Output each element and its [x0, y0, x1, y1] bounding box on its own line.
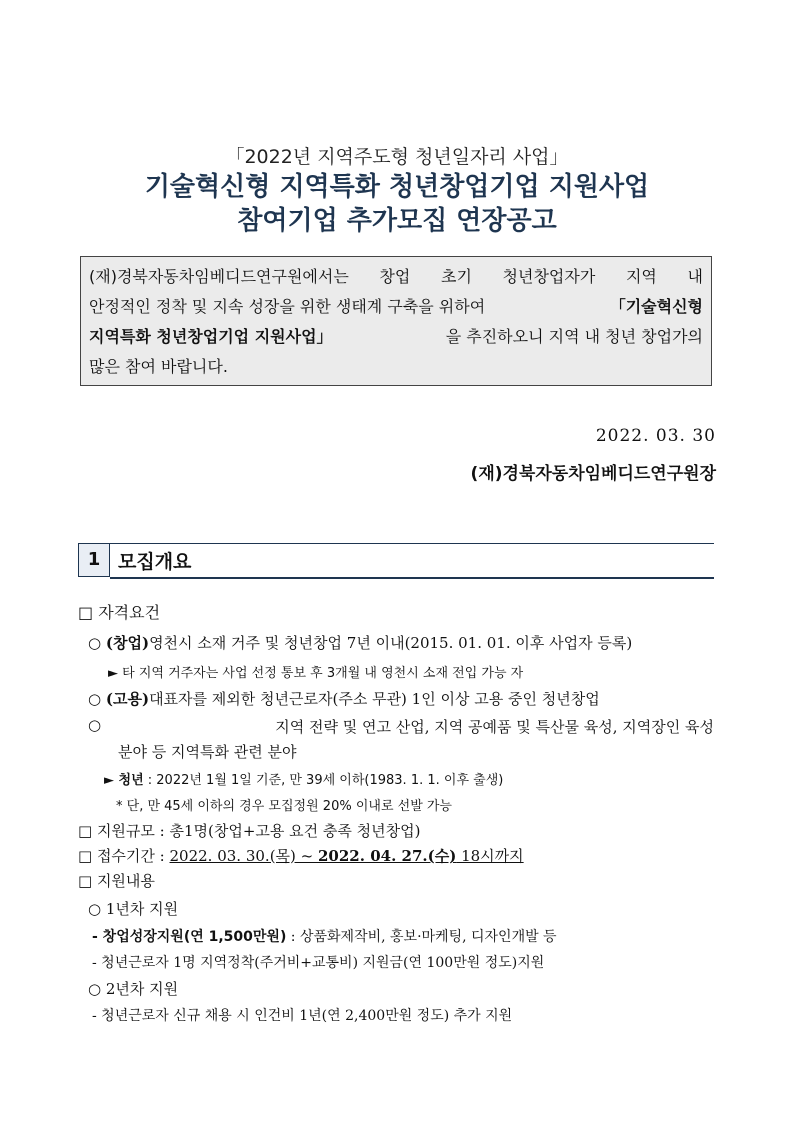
organization-name: (재)경북자동차임베디드연구원장: [470, 464, 716, 484]
section-divider: [110, 577, 714, 579]
section-number: 1: [78, 543, 110, 577]
intro-line-3: [89, 322, 703, 352]
intro-line-2: [89, 292, 703, 322]
intro-program-name: 「기술혁신형: [609, 297, 703, 316]
intro-text: 청년창업자가: [502, 267, 596, 286]
bold-label: (창업): [105, 634, 150, 652]
announcement-date: 2022. 03. 30: [595, 426, 716, 446]
intro-text: 많은 참여 바랍니다.: [89, 357, 228, 376]
period-end: 2022. 04. 27.(수): [318, 847, 457, 865]
bold-label: - 창업성장지원(연 1,500만원): [92, 929, 287, 945]
year1-heading: ○ 1년차 지원: [88, 900, 179, 918]
intro-text: 창업: [379, 267, 411, 286]
year1-item-settlement: - 청년근로자 1명 지역정착(주거비+교통비) 지원금(연 100만원 정도)지원: [92, 955, 545, 971]
announcement-title-line1: 기술혁신형 지역특화 청년창업기업 지원사업: [144, 172, 650, 202]
qualification-startup: [88, 632, 632, 653]
qualification-sector: [88, 716, 714, 737]
year2-heading: ○ 2년차 지원: [88, 980, 179, 998]
period-label: □ 접수기간 :: [78, 847, 170, 865]
project-subtitle: 「2022년 지역주도형 청년일자리 사업」: [225, 146, 569, 168]
support-scale: □ 지원규모 : 총1명(창업+고용 요건 충족 청년창업): [78, 822, 421, 840]
application-period: [78, 845, 524, 866]
period-dates: [170, 847, 524, 865]
year1-item-growth: [92, 926, 557, 946]
intro-text: 지역: [625, 267, 657, 286]
youth-text: : 2022년 1월 1일 기준, 만 39세 이하(1983. 1. 1. 이후 출생): [143, 773, 504, 788]
year2-item-labor: - 청년근로자 신규 채용 시 인건비 1년(연 2,400만원 정도) 추가 지원: [92, 1008, 513, 1024]
support-heading: □ 지원내용: [78, 872, 155, 890]
intro-text: 내: [687, 267, 703, 286]
intro-text: (재)경북자동차임베디드연구원에서는: [89, 267, 349, 286]
section-title: 모집개요: [118, 551, 192, 573]
period-time: 18시까지: [456, 847, 524, 865]
youth-note: * 단, 만 45세 이하의 경우 모집정원 20% 이내로 선발 가능: [116, 799, 452, 814]
bullet-mark: ○: [88, 690, 102, 708]
announcement-title-line2: 참여기업 추가모집 연장공고: [237, 206, 557, 236]
bold-label: ► 청년: [104, 773, 144, 788]
period-start: 2022. 03. 30.(목) ~: [169, 847, 318, 865]
youth-definition: [104, 769, 503, 788]
intro-box: [80, 256, 712, 386]
bullet-mark: ○: [88, 634, 102, 652]
qualification-sector-cont: 분야 등 지역특화 관련 분야: [118, 743, 297, 761]
item-text: : 상품화제작비, 홍보·마케팅, 디자인개발 등: [286, 929, 557, 945]
bullet-text: 지역 전략 및 연고 산업, 지역 공예품 및 특산물 육성, 지역장인 육성: [275, 718, 714, 736]
relocation-note: ► 타 지역 거주자는 사업 선정 통보 후 3개월 내 영천시 소재 전입 가능 자: [108, 666, 524, 681]
qualification-employment: [88, 688, 600, 709]
intro-text: 초기: [440, 267, 472, 286]
intro-program-name: 지역특화 청년창업기업 지원사업」: [89, 327, 333, 346]
bold-label: (고용): [105, 690, 150, 708]
intro-text: 안정적인 정착 및 지속 성장을 위한 생태계 구축을 위하여: [89, 297, 486, 316]
bullet-text: 영천시 소재 거주 및 청년창업 7년 이내(2015. 01. 01. 이후 사업자 등록): [149, 634, 633, 652]
bullet-mark: ○: [88, 716, 102, 734]
intro-line-1: [89, 262, 703, 292]
section-divider: [110, 543, 714, 544]
intro-line-4: [89, 352, 703, 382]
qualification-heading: □ 자격요건: [78, 603, 161, 622]
bullet-text: 대표자를 제외한 청년근로자(주소 무관) 1인 이상 고용 중인 청년창업: [149, 690, 600, 708]
intro-text: 을 추진하오니 지역 내 청년 창업가의: [445, 327, 703, 346]
